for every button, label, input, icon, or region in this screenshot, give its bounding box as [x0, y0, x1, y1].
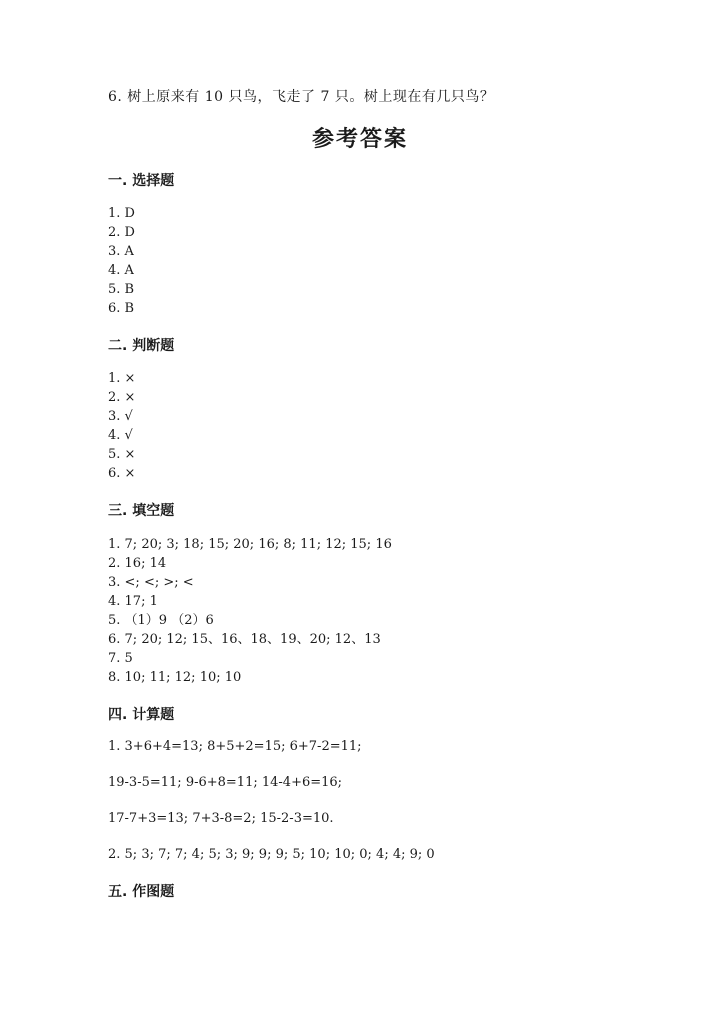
list-item: 1. D: [108, 206, 135, 221]
list-item: 3. A: [108, 244, 134, 259]
section-heading-draw: 五. 作图题: [108, 884, 175, 900]
list-item: 6. ×: [108, 466, 136, 481]
list-item: 5. （1）9 （2）6: [108, 613, 214, 628]
list-item: 8. 10; 11; 12; 10; 10: [108, 670, 242, 685]
list-item: 2. D: [108, 225, 135, 240]
list-item: 4. 17; 1: [108, 594, 158, 609]
list-item: 4. A: [108, 263, 134, 278]
list-item: 2. 16; 14: [108, 556, 167, 571]
list-item: 4. √: [108, 428, 133, 443]
list-item: 6. 7; 20; 12; 15、16、18、19、20; 12、13: [108, 632, 381, 647]
list-item: 1. 7; 20; 3; 18; 15; 20; 16; 8; 11; 12; 15; 16: [108, 537, 392, 552]
calc-answer-line: 17-7+3=13; 7+3-8=2; 15-2-3=10.: [108, 811, 334, 826]
list-item: 5. ×: [108, 447, 136, 462]
calc-answer-line: 19-3-5=11; 9-6+8=11; 14-4+6=16;: [108, 775, 343, 790]
list-item: 1. ×: [108, 371, 136, 386]
list-item: 2. ×: [108, 390, 136, 405]
question-6: 6. 树上原来有 10 只鸟，飞走了 7 只。树上现在有几只鸟？: [108, 89, 495, 105]
list-item: 6. B: [108, 301, 135, 316]
section-heading-judge: 二. 判断题: [108, 338, 175, 354]
list-item: 5. B: [108, 282, 135, 297]
fill-answer-list: [108, 535, 392, 687]
choice-answer-list: [108, 204, 135, 318]
section-heading-calc: 四. 计算题: [108, 707, 175, 723]
list-item: 3. √: [108, 409, 133, 424]
section-heading-fill: 三. 填空题: [108, 503, 175, 519]
section-heading-choice: 一. 选择题: [108, 173, 175, 189]
judge-answer-list: [108, 369, 135, 483]
answer-title: 参考答案: [311, 127, 408, 152]
calc-answer-line: 2. 5; 3; 7; 7; 4; 5; 3; 9; 9; 9; 5; 10; 10; 0; 4; 4; 9; 0: [108, 847, 435, 862]
calc-answer-line: 1. 3+6+4=13; 8+5+2=15; 6+7-2=11;: [108, 739, 362, 754]
list-item: 7. 5: [108, 651, 133, 666]
list-item: 3. <; <; >; <: [108, 575, 194, 590]
